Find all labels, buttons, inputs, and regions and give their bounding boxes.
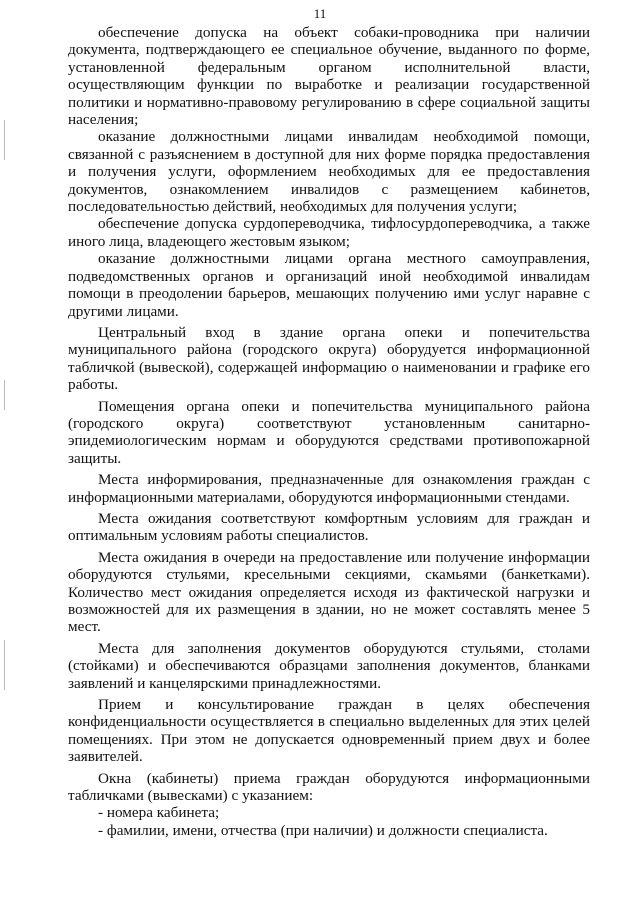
scan-edge-mark: [4, 640, 5, 690]
paragraph: Окна (кабинеты) приема граждан оборудуются информационными табличками (вывесками) с указанием:: [68, 769, 590, 805]
scan-edge-mark: [4, 380, 5, 410]
paragraph: Места информирования, предназначенные для ознакомления граждан с информационными материалами, оборудуются информационными стендами.: [68, 471, 590, 506]
paragraph: обеспечение допуска сурдопереводчика, тифлосурдопереводчика, а также иного лица, владеющего жестовым языком;: [68, 215, 590, 250]
paragraph: обеспечение допуска на объект собаки-проводника при наличии документа, подтверждающего ее специальное обучение, выданного по форме, установленной федеральным органом исполнительной власти, осуществляющим функции по выработке и реализации государственной политики и нормативно-правовому регулированию в сфере социальной защиты населения;: [68, 24, 590, 129]
document-body: [68, 24, 590, 839]
paragraph: оказание должностными лицами инвалидам необходимой помощи, связанной с разъяснением в доступной для них форме порядка предоставления и получения услуги, оформлением необходимых для ее предоставления документов, ознакомлением инвалидов с размещением кабинетов, последовательностью действий, необходимых для получения услуги;: [68, 128, 590, 216]
page-number: 11: [313, 6, 327, 21]
paragraph: Прием и консультирование граждан в целях обеспечения конфиденциальности осуществляется в специально выделенных для этих целей помещениях. При этом не допускается одновременный прием двух и более заявителей.: [68, 696, 590, 766]
paragraph: Помещения органа опеки и попечительства муниципального района (городского округа) соответствуют установленным санитарно-эпидемиологическим нормам и оборудуются средствами противопожарной защиты.: [68, 397, 590, 467]
paragraph: Места ожидания соответствуют комфортным условиям для граждан и оптимальным условиям работы специалистов.: [68, 509, 590, 545]
paragraph: Центральный вход в здание органа опеки и попечительства муниципального района (городского округа) оборудуется информационной табличкой (вывеской), содержащей информацию о наименовании и графике его работы.: [68, 323, 590, 394]
list-item: - фамилии, имени, отчества (при наличии) и должности специалиста.: [98, 821, 548, 839]
paragraph: Места для заполнения документов оборудуются стульями, столами (стойками) и обеспечиваются образцами заполнения документов, бланками заявлений и канцелярскими принадлежностями.: [68, 639, 590, 692]
paragraph: Места ожидания в очереди на предоставление или получение информации оборудуются стульями, кресельными секциями, скамьями (банкетками). Количество мест ожидания определяется исходя из фактической нагрузки и возможностей для их размещения в здании, но не может составлять менее 5 мест.: [68, 548, 590, 636]
list-item: - номера кабинета;: [98, 804, 220, 822]
scan-edge-mark: [4, 120, 5, 160]
paragraph: оказание должностными лицами органа местного самоуправления, подведомственных органов и организаций иной необходимой инвалидам помощи в преодолении барьеров, мешающих получению ими услуг наравне с другими лицами.: [68, 250, 590, 320]
